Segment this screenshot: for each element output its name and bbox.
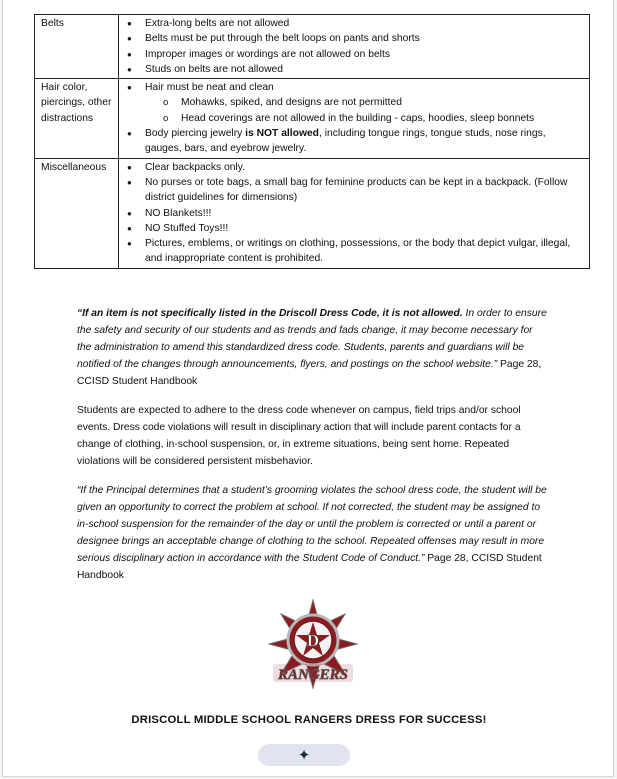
rules-cell bbox=[119, 15, 590, 79]
list-item: ● Belts must be put through the belt loops on pants and shorts bbox=[125, 31, 584, 46]
handbook-quote-1 bbox=[77, 305, 547, 390]
emphasis-text: is NOT allowed bbox=[245, 128, 319, 140]
document-page bbox=[2, 0, 614, 777]
footer-slogan: DRISCOLL MIDDLE SCHOOL RANGERS DRESS FOR SUCCESS! bbox=[131, 714, 487, 726]
rules-cell bbox=[119, 158, 590, 268]
quote-source: Page 28, CCISD Student Handbook bbox=[77, 553, 542, 582]
list-item: ● Studs on belts are not allowed bbox=[125, 62, 584, 77]
list-item: ● No purses or tote bags, a small bag for feminine products can be kept in a backpack. (Follow district guidelines for dimensions) bbox=[125, 175, 584, 206]
list-item: ● Extra-long belts are not allowed bbox=[125, 16, 584, 31]
list-item-text: Hair must be neat and clean bbox=[145, 82, 274, 94]
category-cell: Miscellaneous bbox=[35, 158, 119, 268]
handbook-quote-2 bbox=[77, 482, 547, 585]
quote-italic-text: In order to ensure the safety and security of our students and as trends and fads change, it may become necessary for the administration to amend this standardized dress code. Students, parents and guardians will be notified of the changes through announcements, flyers, and postings on the school website.” bbox=[77, 308, 547, 371]
list-item: ● NO Blankets!!! bbox=[125, 206, 584, 221]
list-item: ● NO Stuffed Toys!!! bbox=[125, 221, 584, 236]
sub-list-item: o Head coverings are not allowed in the building - caps, hoodies, sleep bonnets bbox=[159, 111, 584, 126]
sub-list-item: o Mohawks, spiked, and designs are not permitted bbox=[159, 95, 584, 110]
logo-letter: D bbox=[306, 631, 320, 650]
table-row bbox=[35, 79, 590, 158]
list-item bbox=[125, 80, 584, 126]
list-item: ● Improper images or wordings are not allowed on belts bbox=[125, 47, 584, 62]
quote-source: Page 28, CCISD Student Handbook bbox=[77, 359, 542, 388]
table-row bbox=[35, 15, 590, 79]
list-item-text: Body piercing jewelry bbox=[145, 128, 246, 140]
category-cell: Belts bbox=[35, 15, 119, 79]
rangers-logo bbox=[267, 598, 359, 690]
quote-italic-text: “If the Principal determines that a student’s grooming violates the school dress code, the student will be given an opportunity to correct the problem at school. If not corrected, the student may be assigned to in-school suspension for the remainder of the day or until the problem is corrected or until a parent or designee brings an acceptable change of clothing to the school. Repeated offenses may result in more serious disciplinary action in accordance with the Student Code of Conduct.” bbox=[77, 485, 547, 565]
rules-cell bbox=[119, 79, 590, 158]
sparkle-icon: ✦ bbox=[297, 746, 311, 764]
dress-code-paragraph: Students are expected to adhere to the dress code whenever on campus, field trips and/or school events. Dress code violations will result in disciplinary action that will include parent contacts for a change of clothing, in-school suspension, or, in extreme situations, being sent home. Repeated violations will be considered persistent misbehavior. bbox=[77, 405, 521, 468]
list-item-text: , including tongue rings, tongue studs, nose rings, gauges, bars, and eyebrow jewelry. bbox=[145, 128, 546, 155]
logo-wordmark: RANGERS bbox=[277, 667, 349, 683]
list-item: ● Pictures, emblems, or writings on clothing, possessions, or the body that depict vulgar, illegal, and inappropriate content is prohibited. bbox=[125, 236, 584, 267]
list-item: ● Clear backpacks only. bbox=[125, 160, 584, 175]
dress-code-table bbox=[34, 14, 590, 269]
ai-assist-button[interactable] bbox=[258, 744, 350, 766]
list-item bbox=[125, 126, 584, 157]
quote-bold-text: “If an item is not specifically listed in the Driscoll Dress Code, it is not allowed. bbox=[77, 308, 463, 319]
table-row bbox=[35, 158, 590, 268]
category-cell: Hair color, piercings, other distractions bbox=[35, 79, 119, 158]
